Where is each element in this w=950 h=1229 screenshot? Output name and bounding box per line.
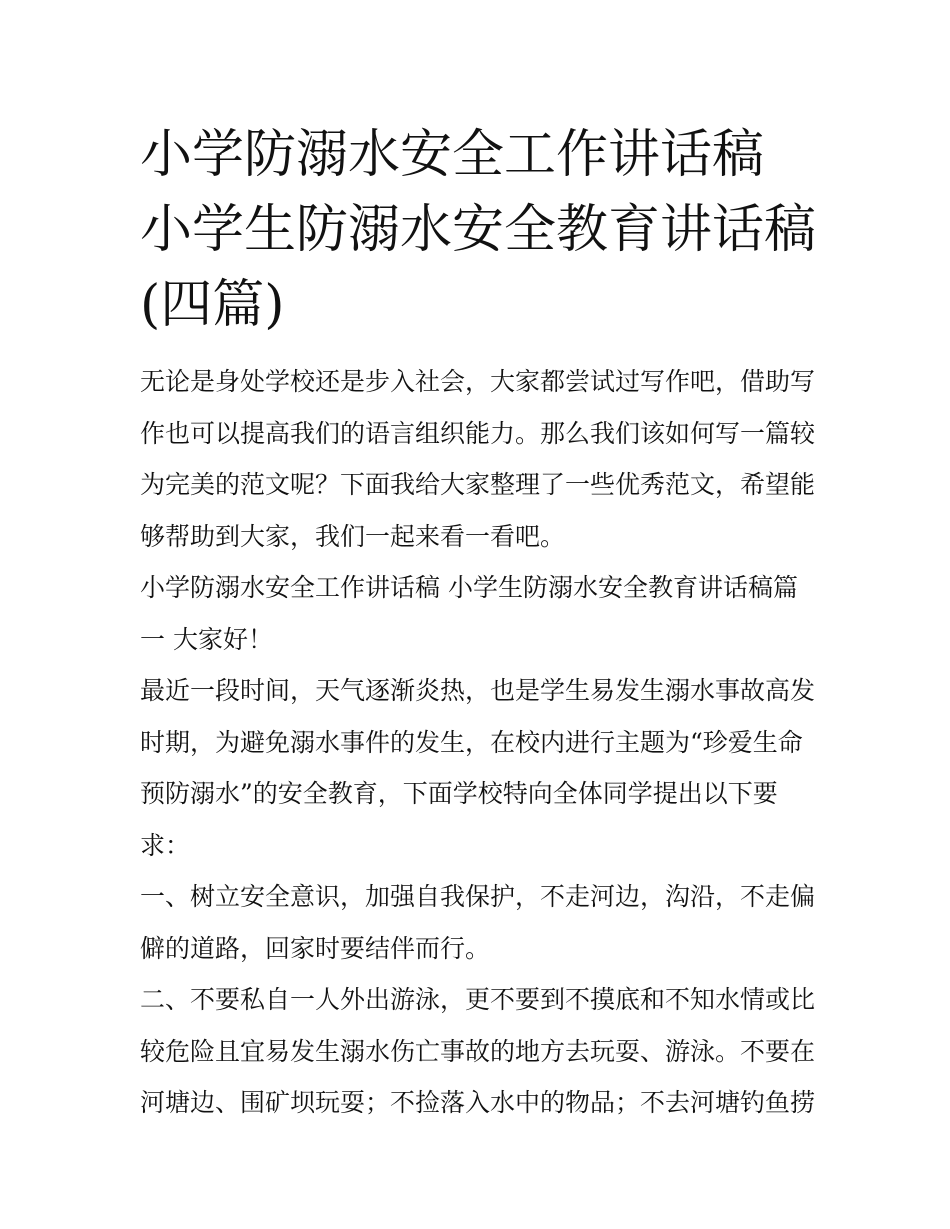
paragraph-section-heading: 小学防溺水安全工作讲话稿 小学生防溺水安全教育讲话稿篇一 大家好！: [140, 573, 798, 654]
document-title: 小学防溺水安全工作讲话稿 小学生防溺水安全教育讲话稿(四篇): [140, 125, 817, 335]
document-body: [140, 356, 820, 1129]
paragraph-rule-2: 二、不要私自一人外出游泳，更不要到不摸底和不知水情或比较危险且宜易发生溺水伤亡事故的地方去玩耍、游泳。不要在河塘边、围矿坝玩耍；不捡落入水中的物品；不去河塘钓鱼捞: [140, 985, 816, 1117]
paragraph-context: 最近一段时间，天气逐渐炎热，也是学生易发生溺水事故高发时期，为避免溺水事件的发生，在校内进行主题为“珍爱生命 预防溺水”的安全教育，下面学校特向全体同学提出以下要求：: [140, 676, 816, 860]
paragraph-rule-1: 一、树立安全意识，加强自我保护，不走河边，沟沿，不走偏僻的道路，回家时要结伴而行。: [140, 882, 816, 963]
paragraph-intro: 无论是身处学校还是步入社会，大家都尝试过写作吧，借助写作也可以提高我们的语言组织能力。那么我们该如何写一篇较为完美的范文呢？下面我给大家整理了一些优秀范文，希望能够帮助到大家，我们一起来看一看吧。: [140, 367, 816, 551]
